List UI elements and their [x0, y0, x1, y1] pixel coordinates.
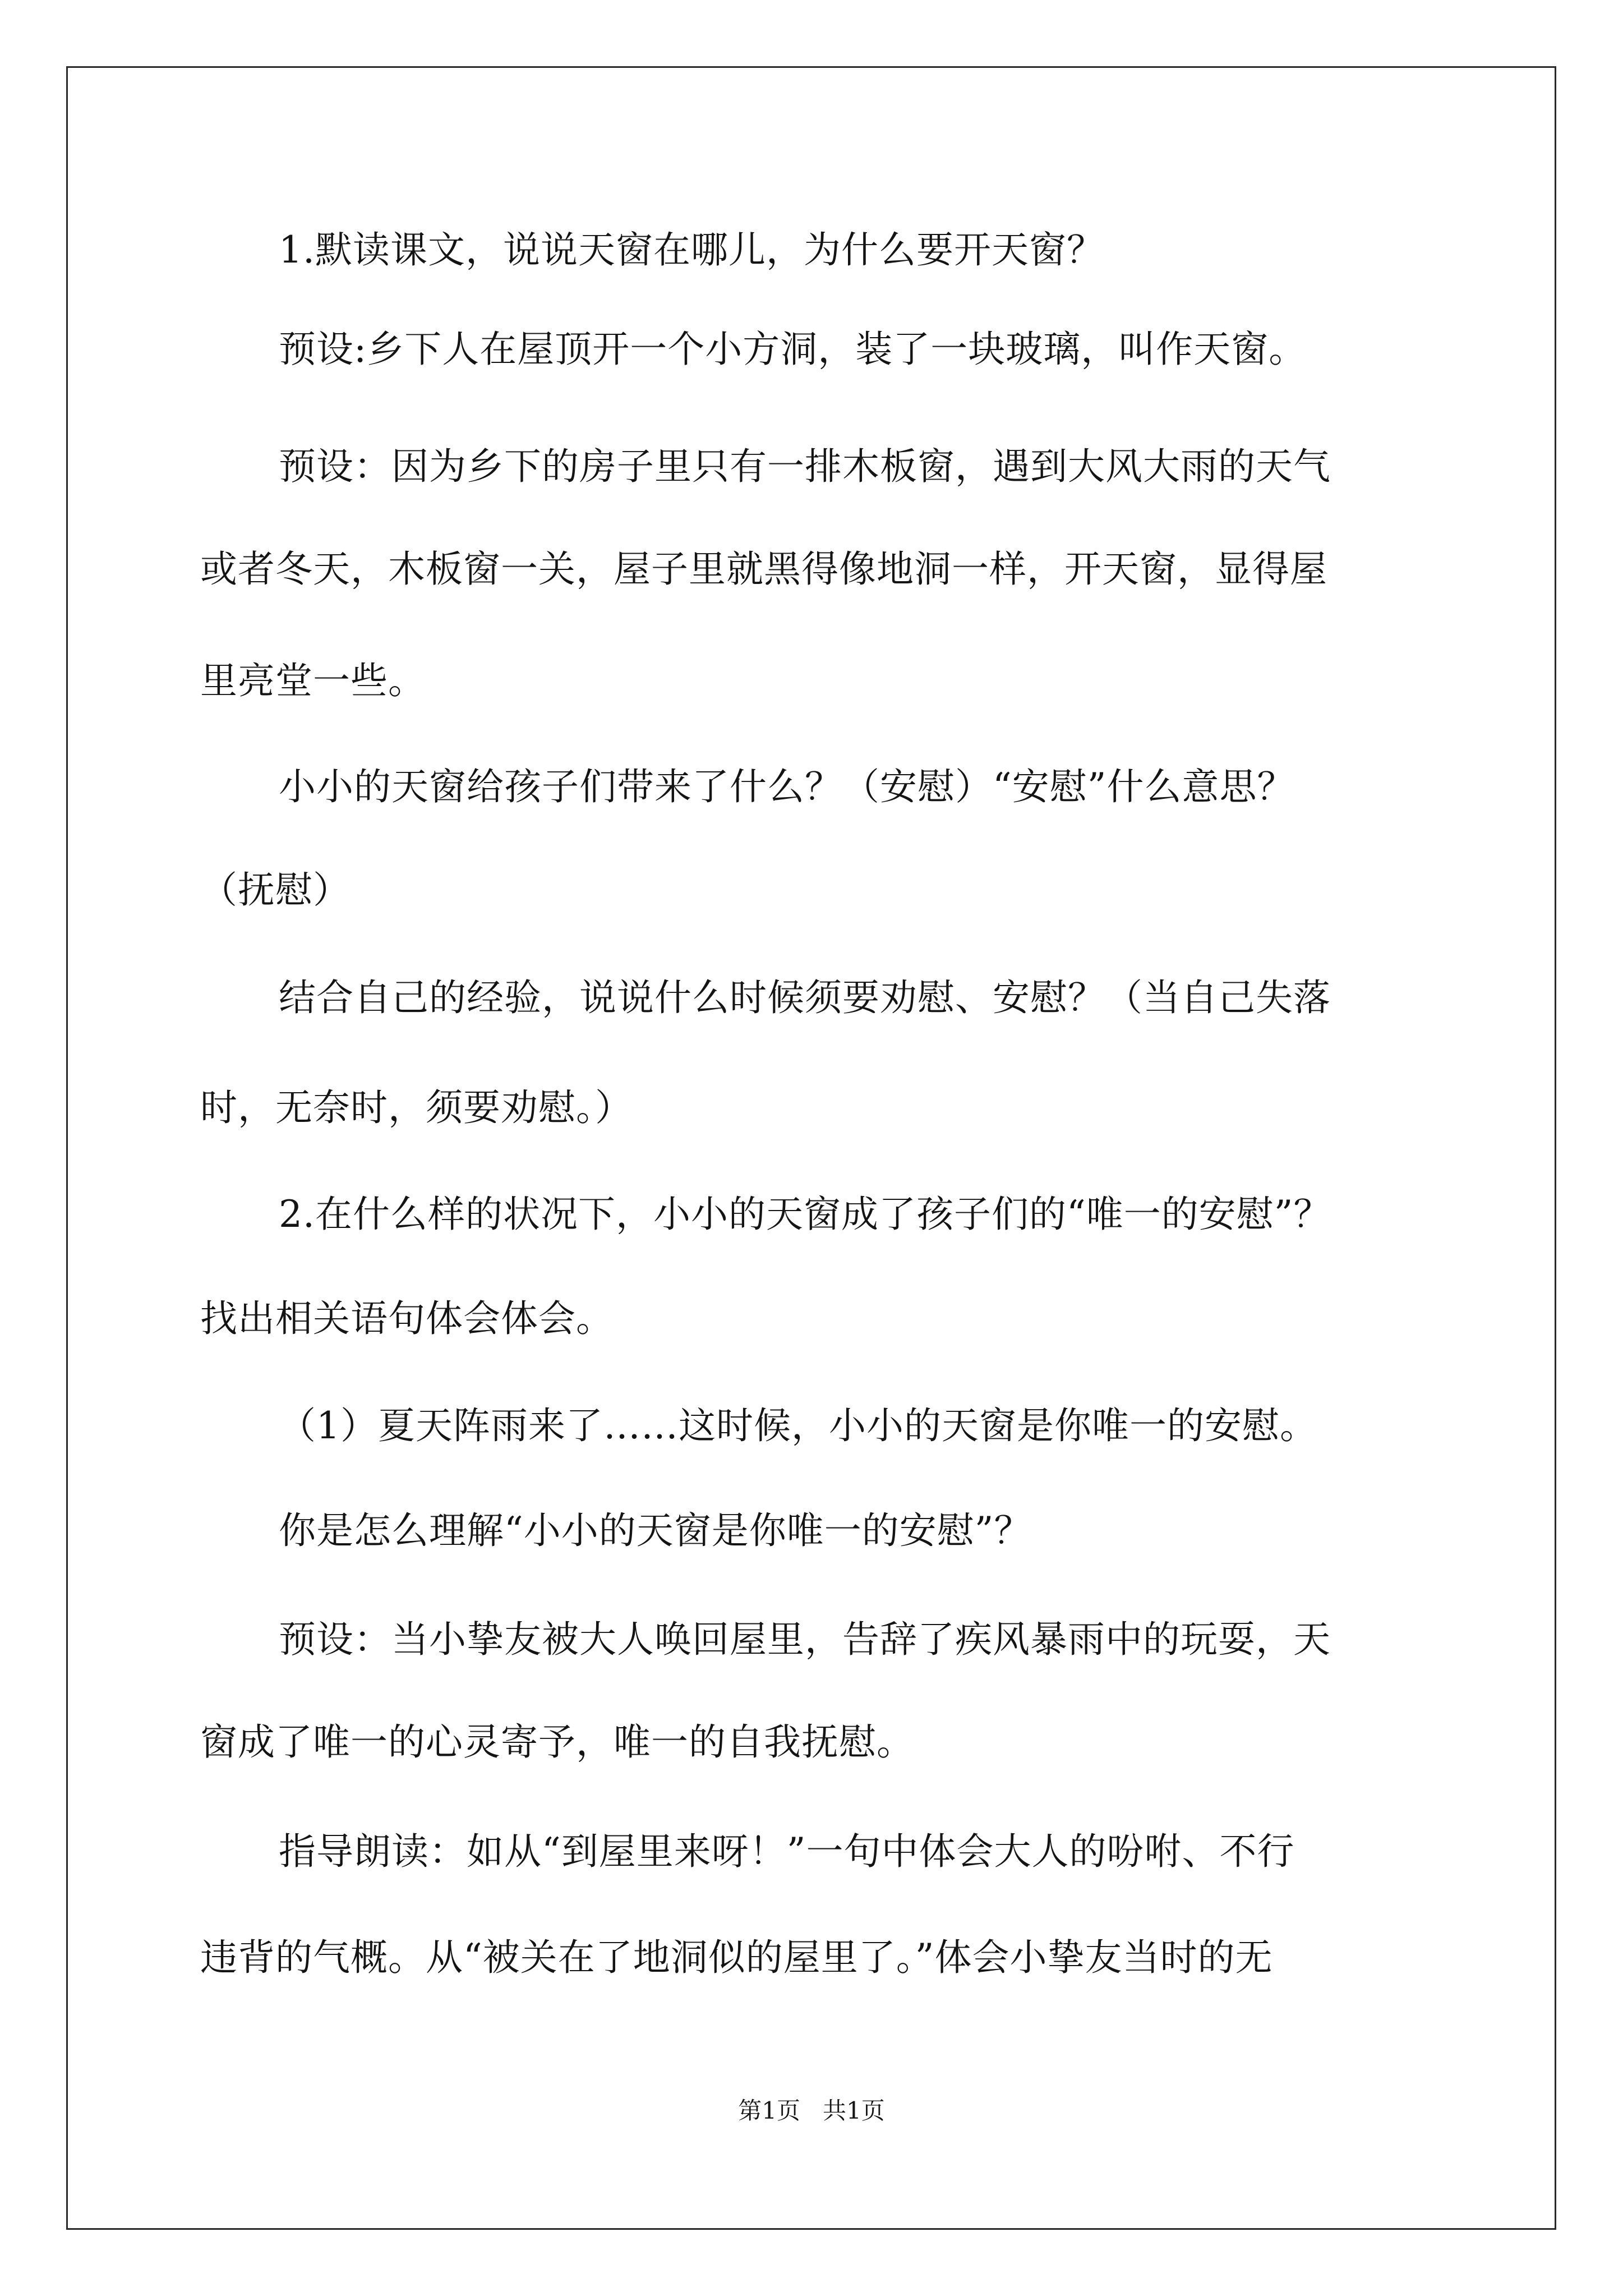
- paragraph-line-16: 指导朗读：如从“到屋里来呀！”一句中体会大人的吩咐、不行: [279, 1830, 1295, 1873]
- paragraph-line-12: （1）夏天阵雨来了……这时候，小小的天窗是你唯一的安慰。: [279, 1404, 1317, 1447]
- paragraph-line-6: 小小的天窗给孩子们带来了什么？（安慰）“安慰”什么意思？: [279, 765, 1295, 808]
- paragraph-line-13: 你是怎么理解“小小的天窗是你唯一的安慰”？: [279, 1509, 1032, 1552]
- paragraph-line-4: 或者冬天，木板窗一关，屋子里就黑得像地洞一样，开天窗，显得屋: [200, 547, 1327, 591]
- paragraph-line-14: 预设：当小挚友被大人唤回屋里，告辞了疾风暴雨中的玩耍，天: [279, 1618, 1331, 1661]
- paragraph-line-2: 预设:乡下人在屋顶开一个小方洞，装了一块玻璃，叫作天窗。: [279, 328, 1307, 371]
- paragraph-line-9: 时，无奈时，须要劝慰。）: [200, 1086, 633, 1129]
- paragraph-line-1: 1.默读课文，说说天窗在哪儿，为什么要开天窗？: [279, 228, 1104, 272]
- page-number-footer: 第1页 共1页: [738, 2097, 885, 2124]
- paragraph-line-8: 结合自己的经验，说说什么时候须要劝慰、安慰？（当自己失落: [279, 976, 1331, 1019]
- paragraph-line-5: 里亮堂一些。: [200, 659, 426, 702]
- paragraph-line-10: 2.在什么样的状况下，小小的天窗成了孩子们的“唯一的安慰”？: [279, 1193, 1331, 1236]
- paragraph-line-7: （抚慰）: [200, 868, 351, 912]
- paragraph-line-3: 预设：因为乡下的房子里只有一排木板窗，遇到大风大雨的天气: [279, 445, 1331, 488]
- paragraph-line-11: 找出相关语句体会体会。: [200, 1297, 614, 1340]
- paragraph-line-15: 窗成了唯一的心灵寄予，唯一的自我抚慰。: [200, 1720, 914, 1764]
- page-border: [66, 66, 1556, 2230]
- paragraph-line-17: 违背的气概。从“被关在了地洞似的屋里了。”体会小挚友当时的无: [200, 1936, 1273, 1979]
